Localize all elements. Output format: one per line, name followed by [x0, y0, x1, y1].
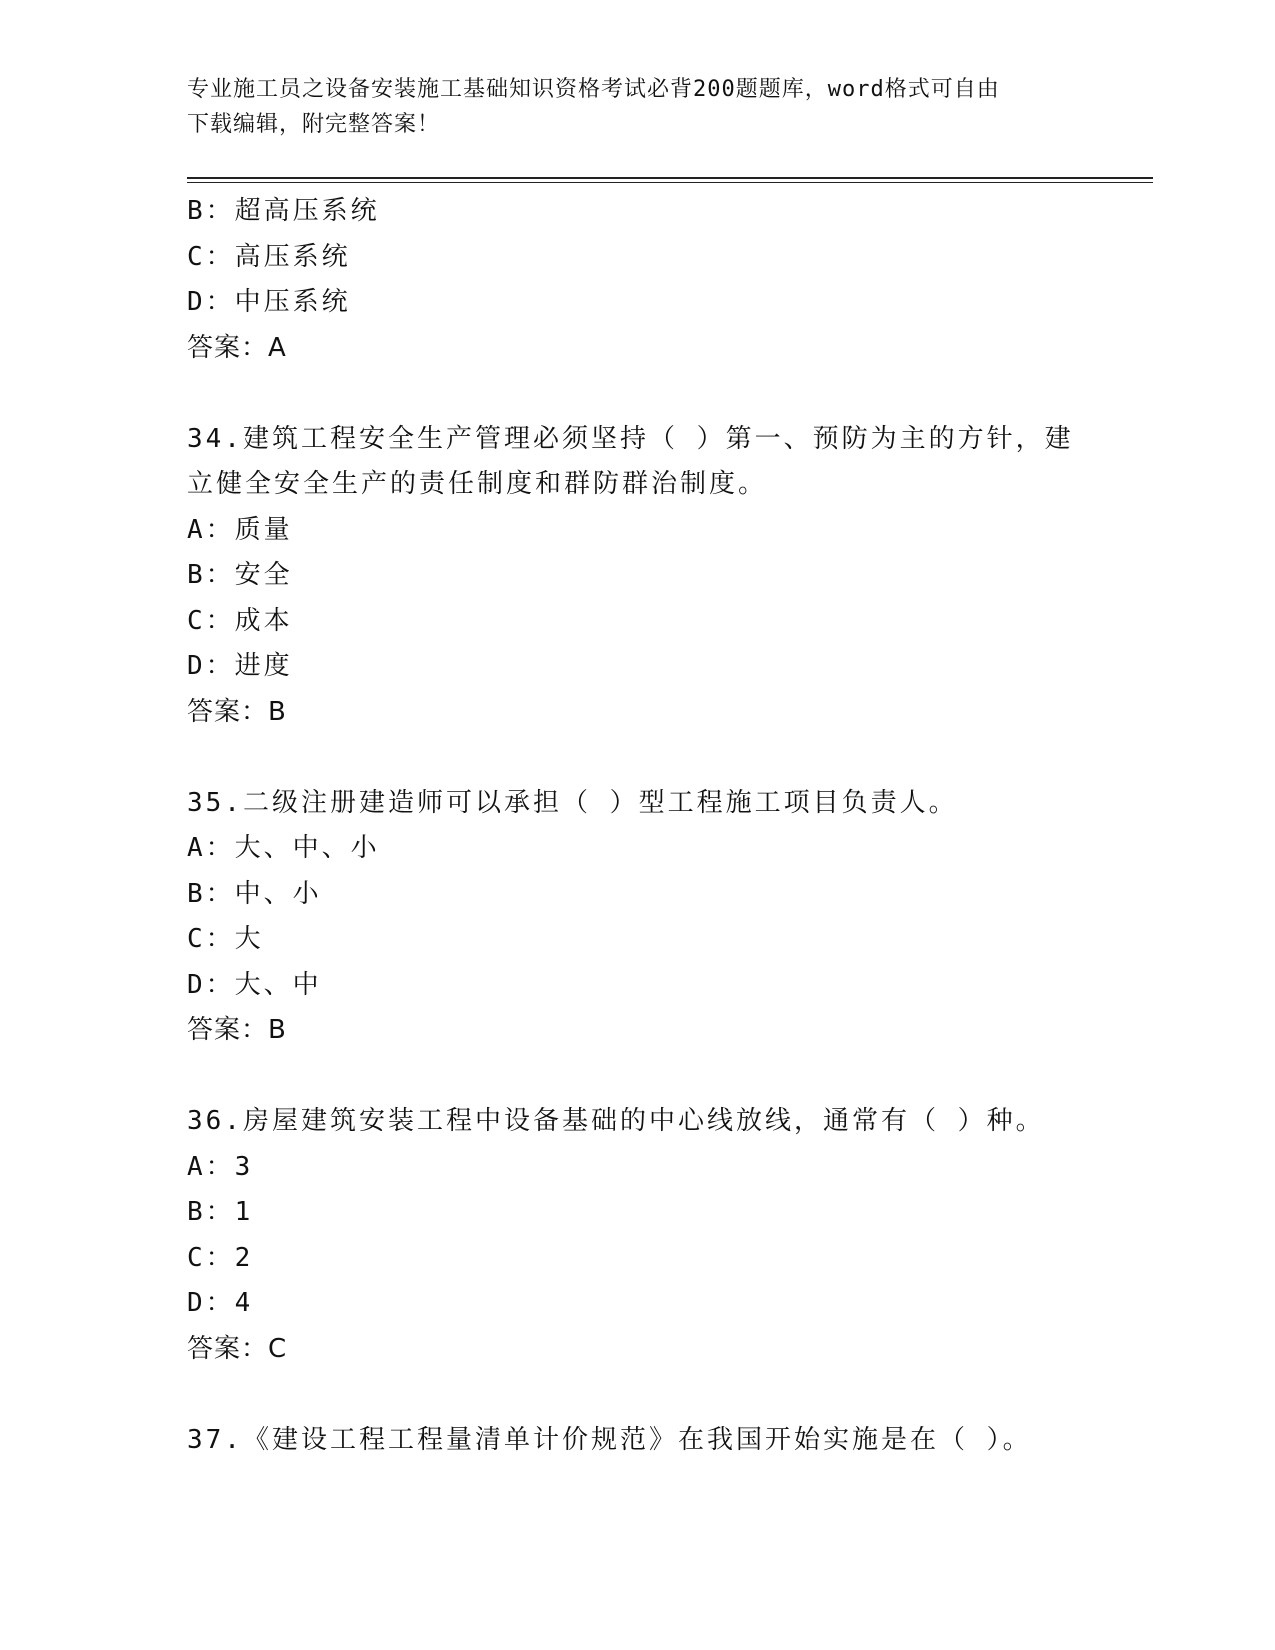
header-divider-thin — [187, 182, 1153, 183]
option-d: D：进度 — [187, 651, 293, 681]
question-36 — [187, 1099, 1067, 1372]
question-35 — [187, 781, 1067, 1054]
question-33-continued — [187, 189, 1067, 371]
option-b: B：中、小 — [187, 878, 322, 909]
header-title-line-1: 专业施工员之设备安装施工基础知识资格考试必背200题题库，word格式可自由 — [187, 77, 1000, 102]
question-stem-line-2: 立健全安全生产的责任制度和群防群治制度。 — [187, 469, 768, 499]
answer-label: 答案：A — [187, 332, 287, 363]
answer-label: 答案：C — [187, 1333, 288, 1364]
spacer — [187, 1054, 1067, 1100]
option-d: D：中压系统 — [187, 287, 351, 317]
option-c: C：2 — [187, 1242, 254, 1273]
spacer — [187, 735, 1067, 781]
option-c: C：大 — [187, 924, 264, 954]
option-b: B：安全 — [187, 560, 293, 590]
question-37 — [187, 1418, 1067, 1464]
option-a: A：质量 — [187, 514, 293, 545]
option-c: C：高压系统 — [187, 241, 351, 272]
option-b: B：超高压系统 — [187, 196, 380, 226]
option-b: B：1 — [187, 1197, 254, 1227]
question-stem: 37.《建设工程工程量清单计价规范》在我国开始实施是在（ ）。 — [187, 1424, 1032, 1455]
option-a: A：大、中、小 — [187, 833, 380, 863]
option-d: D：大、中 — [187, 969, 322, 1000]
question-stem-line-1: 34.建筑工程安全生产管理必须坚持（ ）第一、预防为主的方针，建 — [187, 423, 1074, 454]
answer-label: 答案：B — [187, 696, 287, 727]
option-d: D：4 — [187, 1288, 254, 1318]
option-a: A：3 — [187, 1151, 254, 1182]
answer-label: 答案：B — [187, 1015, 287, 1045]
spacer — [187, 371, 1067, 417]
question-34 — [187, 417, 1074, 736]
question-stem: 36.房屋建筑安装工程中设备基础的中心线放线，通常有（ ）种。 — [187, 1106, 1045, 1136]
question-list — [187, 189, 1074, 1463]
header-title-line-2: 下载编辑，附完整答案！ — [187, 112, 441, 137]
spacer — [187, 1372, 1067, 1418]
document-header — [187, 72, 1067, 142]
header-divider-thick — [187, 177, 1153, 179]
option-c: C：成本 — [187, 605, 293, 636]
question-stem: 35.二级注册建造师可以承担（ ）型工程施工项目负责人。 — [187, 787, 958, 818]
